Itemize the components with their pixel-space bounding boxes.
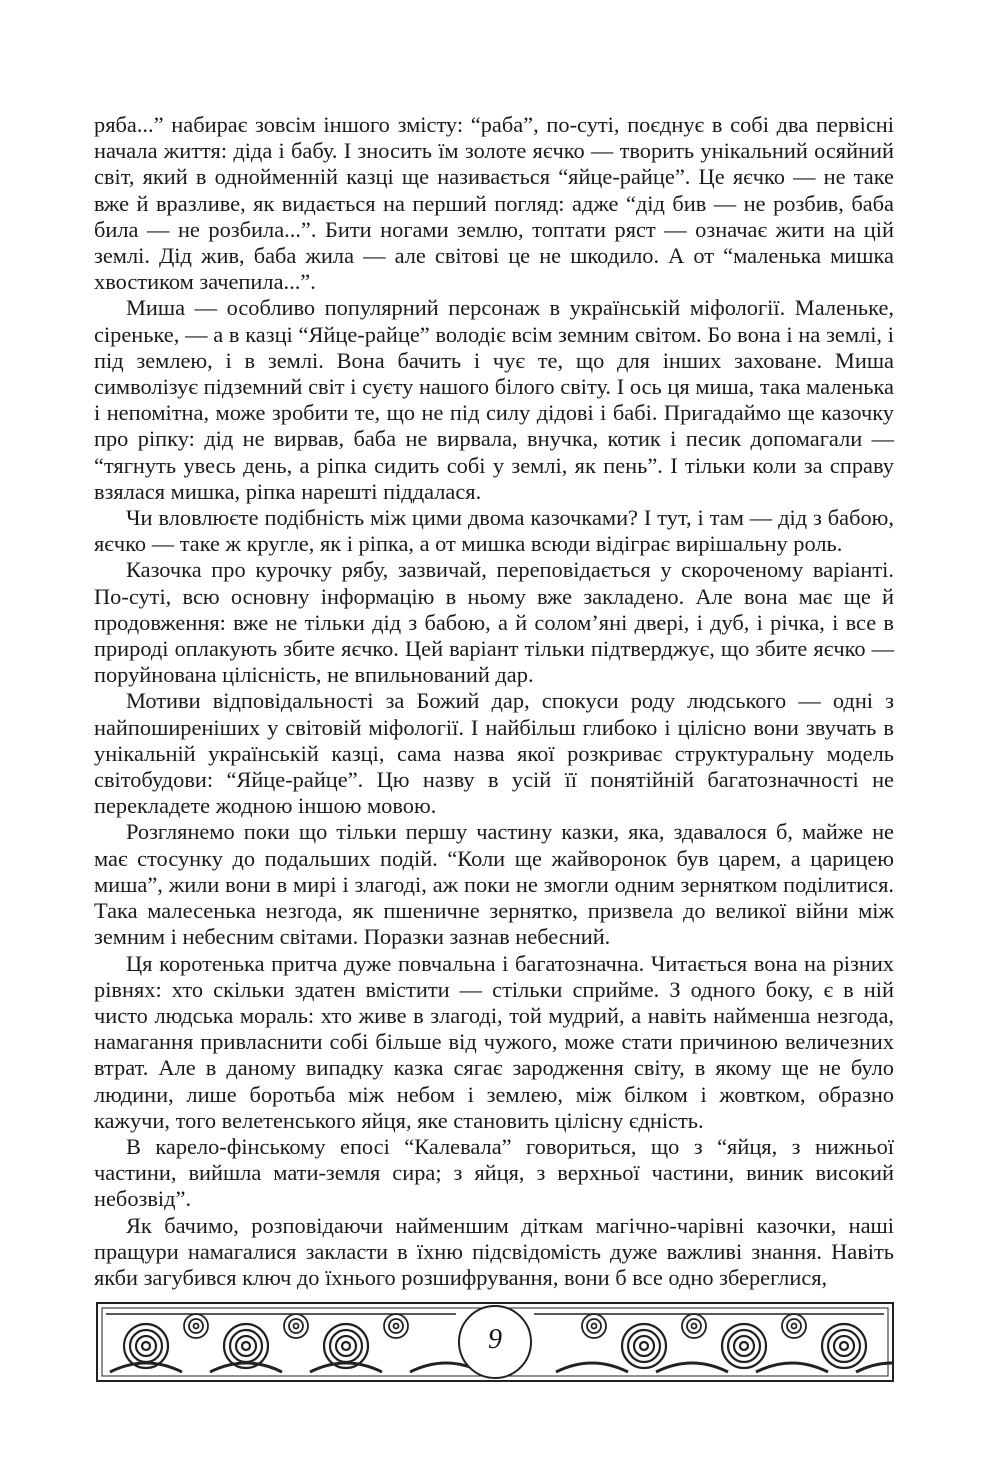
paragraph-9: Як бачимо, розповідаючи найменшим діткам магічно-чарівні казочки, наші пращури намагалися закласти в їхню підсвідомість дуже важливі знання. Навіть якби загубився ключ до їхнього розшифрування, вони б все одно збереглися, (94, 1212, 894, 1290)
paragraph-8: В карело-фінському епосі “Калевала” говориться, що з “яйця, з нижньої частини, вийшла мати-земля сира; з яйця, з верхньої частини, виник високий небозвід”. (94, 1133, 894, 1212)
paragraph-1: ряба...” набирає зовсім іншого змісту: “раба”, по-суті, поєднує в собі два первісні начала життя: діда і бабу. І зносить їм золоте яєчко — творить унікальний осяйний світ, який в однойменній казці ще називається “яйце-райце”. Це яєчко — не таке вже й вразливе, як видається на перший погляд: адже “дід бив — не розбив, баба била — не розбила...”. Бити ногами землю, топтати ряст — означає жити на цій землі. Дід жив, баба жила — але світові це не шкодило. А от “маленька мишка хвостиком зачепила...”. (94, 112, 894, 295)
paragraph-7: Ця коротенька притча дуже повчальна і багатозначна. Читається вона на різних рівнях: хто скільки здатен вмістити — стільки сприйме. З одного боку, є в ній чисто людська мораль: хто живе в злагоді, той мудрий, а навіть найменша незгода, намагання привласнити собі більше від чужого, може стати причиною величезних втрат. Але в даному випадку казка сягає зародження світу, в якому ще не було людини, лише боротьба між небом і землею, між білком і жовтком, образно кажучи, того велетенського яйця, яке становить цілісну єдність. (94, 950, 894, 1133)
page-number: 9 (488, 1324, 502, 1355)
paragraph-2: Миша — особливо популярний персонаж в українській міфології. Маленьке, сіреньке, — а в казці “Яйце-райце” володіє всім земним світом. Бо вона і на землі, і під землею, і в землі. Вона бачить і чує те, що для інших заховане. Миша символізує підземний світ і суєту нашого білого світу. І ось ця миша, така маленька і непомітна, може зробити те, що не під силу дідові і бабі. Пригадаймо ще казочку про ріпку: дід не вирвав, баба не вирвала, внучка, котик і песик допомагали — “тягнуть увесь день, а ріпка сидить собі у землі, як пень”. І тільки коли за справу взялася мишка, ріпка нарешті піддалася. (94, 295, 894, 504)
paragraph-5: Мотиви відповідальності за Божий дар, спокуси роду людського — одні з найпоширеніших у світовій міфології. І найбільш глибоко і цілісно вони звучать в унікальній українській казці, сама назва якої розкриває структуральну модель світобудови: “Яйце-райце”. Цю назву в усій її понятійній багатозначності не перекладете жодною іншою мовою. (94, 688, 894, 819)
paragraph-3: Чи вловлюєте подібність між цими двома казочками? І тут, і там — дід з бабою, яєчко — таке ж кругле, як і ріпка, а от мишка всюди відіграє вирішальну роль. (94, 505, 894, 557)
paragraph-4: Казочка про курочку рябу, зазвичай, переповідається у скороченому варіанті. По-суті, всю основну інформацію в ньому вже закладено. Але вона має ще й продовження: вже не тільки дід з бабою, а й солом’яні двері, і дуб, і річка, і все в природі оплакують збите яєчко. Цей варіант тільки підтверджує, що збите яєчко — поруйнована цілісність, не впильнований дар. (94, 557, 894, 688)
paragraph-6: Розглянемо поки що тільки першу частину казки, яка, здавалося б, майже не має стосунку до подальших подій. “Коли ще жайворонок був царем, а царицею миша”, жили вони в мирі і злагоді, аж поки не змогли одним зернятком поділитися. Така малесенька незгода, як пшеничне зернятко, призвела до великої війни між земним і небесним світами. Поразки зазнав небесний. (94, 819, 894, 950)
body-text (94, 112, 894, 1291)
